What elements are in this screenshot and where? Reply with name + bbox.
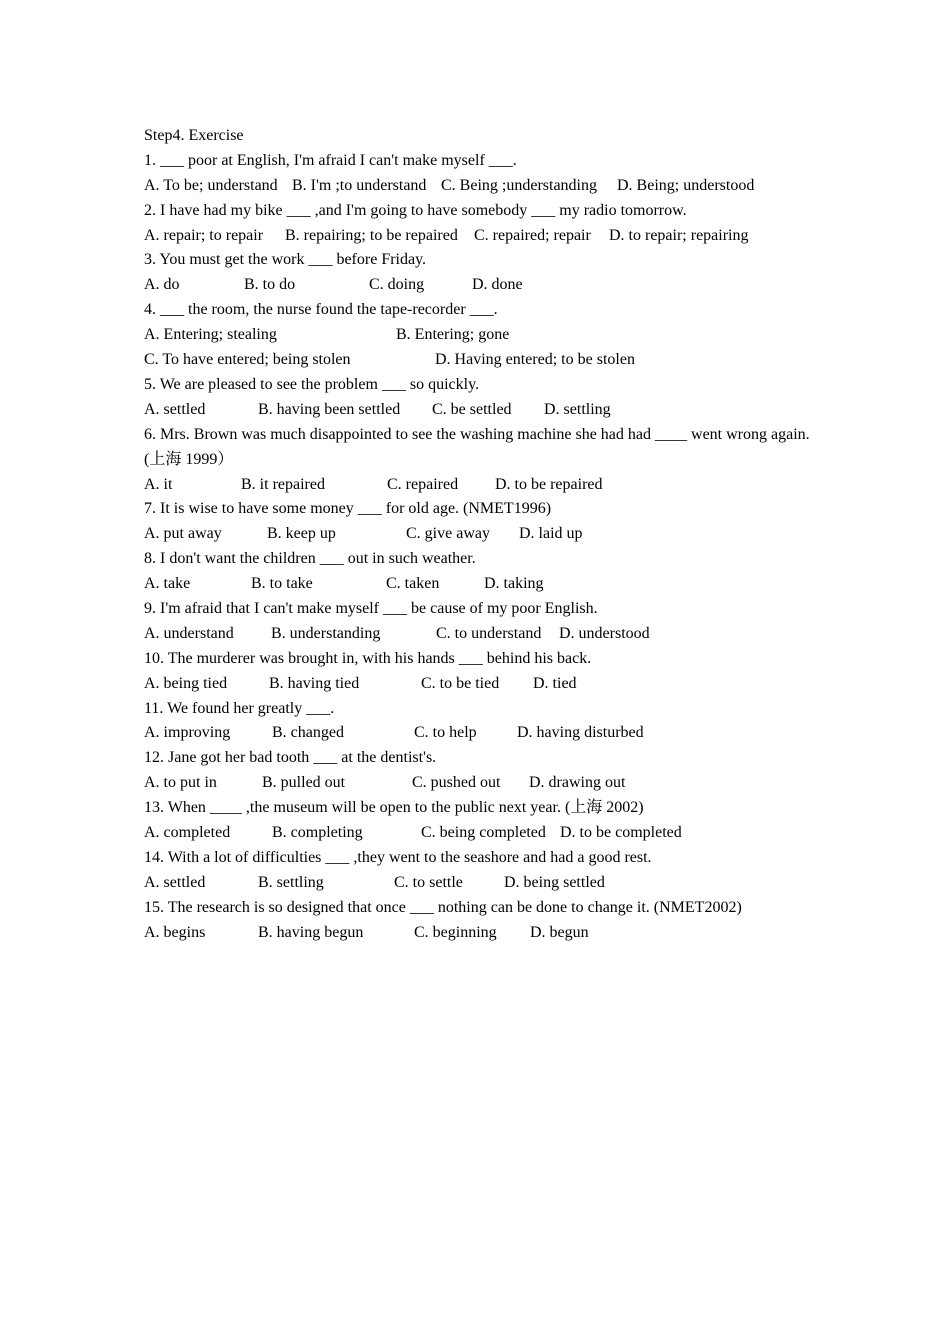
option-a: A. it	[144, 475, 173, 493]
option-d: D. to be completed	[560, 823, 682, 841]
option-c: C. To have entered; being stolen	[144, 351, 351, 369]
question-stem: 14. With a lot of difficulties ___ ,they went to the seashore and had a good rest.	[144, 848, 652, 866]
option-c: C. pushed out	[412, 774, 501, 792]
option-d: D. to repair; repairing	[609, 226, 749, 244]
answer-options	[144, 871, 824, 896]
option-b: B. to do	[244, 276, 296, 294]
option-c: C. to settle	[394, 873, 463, 891]
question-stem: 11. We found her greatly ___.	[144, 699, 335, 717]
section-heading: Step4. Exercise	[144, 127, 244, 144]
question-stem: 3. You must get the work ___ before Friday.	[144, 251, 427, 269]
question-stem: 1. ___ poor at English, I'm afraid I can't make myself ___.	[144, 151, 517, 169]
option-b: B. understanding	[271, 624, 381, 642]
question-stem: 13. When ____ ,the museum will be open to the public next year. (上海 2002)	[144, 799, 644, 817]
question-stem: 6. Mrs. Brown was much disappointed to see the washing machine she had had ____ went wrong again. (上海 1999）	[144, 425, 810, 468]
option-a: A. to put in	[144, 774, 217, 792]
option-d: D. being settled	[504, 873, 605, 891]
option-b: B. changed	[272, 724, 344, 742]
question-stem: 4. ___ the room, the nurse found the tape-recorder ___.	[144, 301, 498, 319]
option-d: D. settling	[544, 400, 611, 418]
question-stem: 12. Jane got her bad tooth ___ at the dentist's.	[144, 749, 437, 767]
question-stem: 8. I don't want the children ___ out in such weather.	[144, 550, 476, 568]
answer-options	[144, 721, 824, 746]
option-d: D. understood	[559, 624, 650, 642]
option-b: B. settling	[258, 873, 324, 891]
answer-options	[144, 572, 824, 597]
option-c: C. taken	[386, 575, 440, 593]
exercise-content	[144, 124, 824, 945]
option-d: D. Having entered; to be stolen	[435, 351, 635, 369]
option-b: B. keep up	[267, 525, 336, 543]
question-stem: 5. We are pleased to see the problem ___ so quickly.	[144, 375, 480, 393]
option-b: B. to take	[251, 575, 313, 593]
answer-options	[144, 323, 824, 348]
question-stem: 10. The murderer was brought in, with his hands ___ behind his back.	[144, 649, 592, 667]
option-c: C. be settled	[432, 400, 512, 418]
option-a: A. repair; to repair	[144, 226, 264, 244]
option-c: C. repaired; repair	[474, 226, 591, 244]
answer-options	[144, 273, 824, 298]
option-b: B. having begun	[258, 923, 364, 941]
answer-options	[144, 771, 824, 796]
option-b: B. having tied	[269, 674, 360, 692]
option-d: D. begun	[530, 923, 589, 941]
option-d: D. to be repaired	[495, 475, 603, 493]
option-a: A. settled	[144, 400, 206, 418]
option-c: C. to understand	[436, 624, 542, 642]
answer-options	[144, 821, 824, 846]
answer-options	[144, 672, 824, 697]
answer-options	[144, 398, 824, 423]
option-b: B. repairing; to be repaired	[285, 226, 458, 244]
option-a: A. put away	[144, 525, 222, 543]
answer-options	[144, 348, 824, 373]
option-c: C. to help	[414, 724, 477, 742]
option-b: B. completing	[272, 823, 363, 841]
option-a: A. Entering; stealing	[144, 326, 277, 344]
option-d: D. tied	[533, 674, 577, 692]
option-a: A. begins	[144, 923, 206, 941]
answer-options	[144, 622, 824, 647]
option-a: A. understand	[144, 624, 234, 642]
answer-options	[144, 224, 824, 249]
option-b: B. I'm ;to understand	[292, 176, 427, 194]
option-b: B. it repaired	[241, 475, 325, 493]
question-stem: 2. I have had my bike ___ ,and I'm going to have somebody ___ my radio tomorrow.	[144, 201, 687, 219]
option-a: A. completed	[144, 823, 231, 841]
option-b: B. Entering; gone	[396, 326, 510, 344]
option-b: B. pulled out	[262, 774, 346, 792]
answer-options	[144, 522, 824, 547]
option-a: A. settled	[144, 873, 206, 891]
option-c: C. beginning	[414, 923, 497, 941]
option-c: C. to be tied	[421, 674, 500, 692]
option-a: A. take	[144, 575, 191, 593]
option-d: D. Being; understood	[617, 176, 755, 194]
question-stem: 7. It is wise to have some money ___ for old age. (NMET1996)	[144, 500, 552, 518]
answer-options	[144, 921, 824, 946]
option-b: B. having been settled	[258, 400, 401, 418]
option-d: D. laid up	[519, 525, 583, 543]
answer-options	[144, 473, 824, 498]
question-stem: 15. The research is so designed that once ___ nothing can be done to change it. (NMET2002)	[144, 898, 742, 916]
question-stem: 9. I'm afraid that I can't make myself ___ be cause of my poor English.	[144, 599, 598, 617]
option-c: C. doing	[369, 276, 425, 294]
option-a: A. do	[144, 276, 180, 294]
option-c: C. Being ;understanding	[441, 176, 597, 194]
option-c: C. being completed	[421, 823, 546, 841]
option-c: C. repaired	[387, 475, 459, 493]
option-c: C. give away	[406, 525, 490, 543]
option-d: D. done	[472, 276, 523, 294]
option-a: A. To be; understand	[144, 176, 278, 194]
option-d: D. having disturbed	[517, 724, 644, 742]
option-a: A. being tied	[144, 674, 228, 692]
answer-options	[144, 174, 824, 199]
option-a: A. improving	[144, 724, 231, 742]
option-d: D. drawing out	[529, 774, 626, 792]
option-d: D. taking	[484, 575, 544, 593]
